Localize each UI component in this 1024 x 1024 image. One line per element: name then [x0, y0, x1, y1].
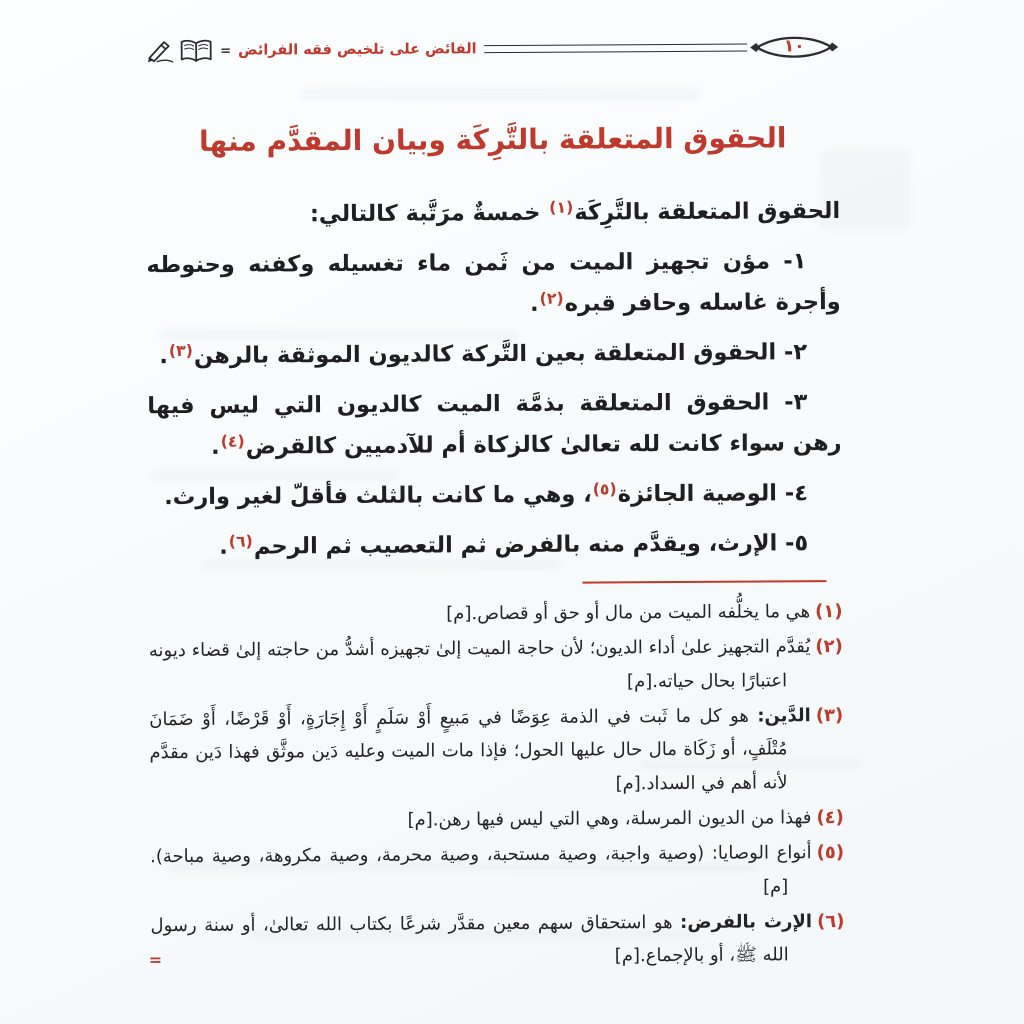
footnote-continuation-mark: =: [148, 950, 163, 970]
footnote-ref-1: (١): [549, 197, 574, 217]
footnote-1: [149, 595, 843, 633]
intro-text: الحقوق المتعلقة بالتَّرِكَة: [574, 198, 841, 226]
item-rest: ، وهي ما كانت بالثلث فأقلّ لغير وارث.: [164, 481, 592, 511]
footnote-2: [149, 630, 843, 701]
footnote-3: [149, 699, 844, 803]
running-book-title: الفائض على تلخيص فقه الفرائض: [238, 41, 477, 59]
footnote-ref-3: (٣): [168, 341, 193, 361]
footnote-marker: (٥): [816, 842, 845, 864]
footnote-ref-2: (٢): [539, 289, 564, 309]
list-item-2: [147, 332, 841, 378]
footnote-ref-4: (٤): [220, 431, 245, 452]
item-text: ٢- الحقوق المتعلقة بعين التَّركة كالديون الموثقة بالرهن: [193, 339, 808, 370]
chapter-title: الحقوق المتعلقة بالتَّرِكَة وبيان المقدَّم منها: [198, 121, 787, 158]
item-rest: .: [211, 434, 220, 461]
footnote-text: أنواع الوصايا: (وصية واجبة، وصية مستحبة، وصية محرمة، وصية مكروهة، وصية مباحة).[م]: [150, 842, 812, 898]
item-text: ١- مؤن تجهيز الميت من ثَمن ماء تغسيله وكفنه وحنوطه وأجرة غاسله وحافر قبره: [146, 248, 841, 318]
writing-hand-icon: [145, 39, 175, 63]
footnote-lead: الإرث بالفرض:: [680, 911, 813, 933]
footnote-text: هي ما يخلُّفه الميت من مال أو حق أو قصاص.[م]: [446, 601, 811, 625]
footnote-marker: (٦): [816, 910, 845, 933]
header-double-rule: [485, 44, 748, 54]
item-rest: .: [219, 533, 228, 560]
footnote-6: [150, 905, 844, 976]
footnote-text: هو استحقاق سهم معين مقدَّر شرعًا بكتاب الله تعالىٰ، أو سنة رسول الله ﷺ، أو بالإجماع.[م]: [150, 911, 789, 967]
open-book-icon: [179, 37, 213, 64]
footnote-4: [150, 801, 844, 839]
list-item-1: [146, 241, 840, 328]
footnote-text: هو كل ما ثَبت في الذمة عِوَضًا في مَبيعٍ أَوْ سَلَمٍ أَوْ إِجَارَةٍ، أَوْ قَرْضًا، أَوْ ضَمَانَ مُتْلَفٍ، أو زَكَاة مال حال عليها الحول؛ فإذا مات الميت وعليه دَين موثَّق فهذا دَين مقدَّم لأنه أهم في السداد.[م]: [149, 705, 788, 795]
item-rest: .: [159, 343, 169, 370]
footnote-ref-6: (٦): [228, 531, 253, 551]
footnote-marker: (٢): [815, 636, 843, 658]
page-number-cartouche: [749, 30, 839, 65]
footnote-text: يُقدَّم التجهيز علىٰ أداء الديون؛ لأن حاجة الميت إلىٰ تجهيزه أشدُّ من حاجته إلىٰ قضاء ديونه اعتبارًا بحال حياته.[م]: [148, 636, 811, 693]
page-header: [145, 28, 839, 70]
list-item-3: [147, 382, 841, 469]
list-item-4: [148, 473, 842, 519]
item-text: ٣- الحقوق المتعلقة بذمَّة الميت كالديون التي ليس فيها رهن سواء كانت لله تعالىٰ كالزكاة أم للآدميين كالقرض: [147, 388, 842, 460]
footnotes-section: [149, 595, 845, 975]
item-text: ٤- الوصية الجائزة: [617, 480, 808, 508]
footnote-lead: الدَّين:: [757, 705, 811, 727]
footnote-marker: (١): [815, 601, 843, 623]
intro-paragraph: [146, 191, 840, 237]
body-text: [146, 191, 842, 568]
footnote-text: فهذا من الديون المرسلة، وهي التي ليس فيها رهن.[م]: [407, 807, 812, 831]
list-item-5: [148, 523, 842, 569]
item-rest: .: [530, 291, 539, 318]
footnote-separator: [582, 580, 826, 583]
page-number: ١٠: [783, 36, 805, 57]
footnote-ref-5: (٥): [592, 479, 617, 499]
footnote-marker: (٤): [816, 806, 844, 829]
footnote-marker: (٣): [815, 705, 844, 727]
item-text: ٥- الإرث، ويقدَّم منه بالفرض ثم التعصيب ثم الرحم: [253, 529, 809, 560]
header-continuation-mark: =: [220, 43, 232, 59]
footnote-5: [150, 836, 844, 907]
intro-rest: خمسةٌ مرَتَّبة كالتالي:: [309, 199, 549, 228]
